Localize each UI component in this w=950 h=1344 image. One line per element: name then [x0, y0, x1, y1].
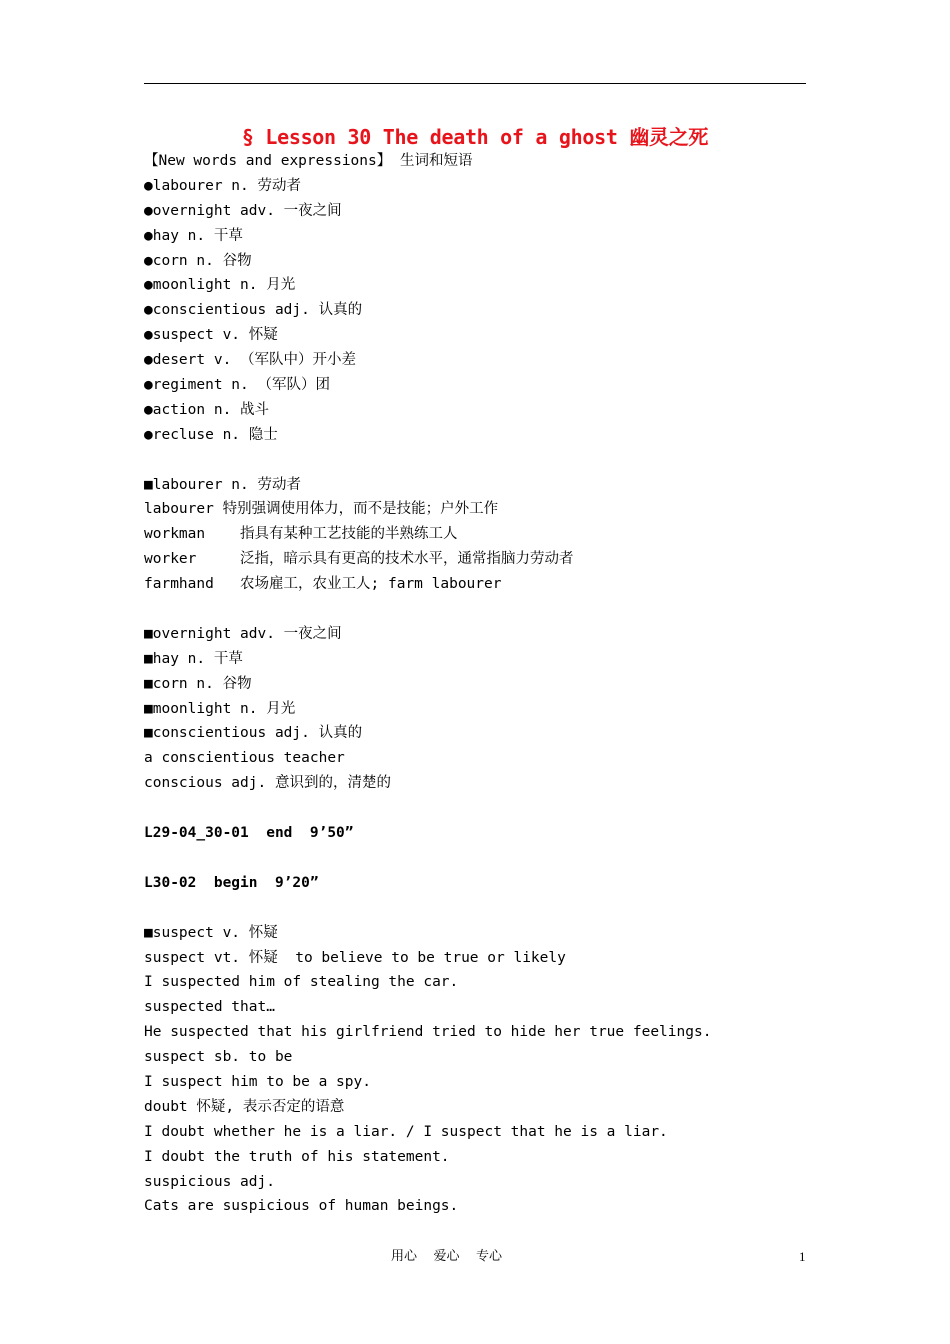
page-title: § Lesson 30 The death of a ghost 幽灵之死	[241, 125, 709, 149]
note-line: ■suspect v. 怀疑	[144, 924, 278, 941]
spacer	[144, 448, 806, 473]
note-line: He suspected that his girlfriend tried to hide her true feelings.	[144, 1024, 712, 1041]
page-footer	[0, 1247, 950, 1267]
vocab-item: ●recluse n. 隐士	[144, 426, 278, 443]
timestamp-marker-begin: L30-02 begin 9’20”	[144, 874, 319, 891]
note-line: farmhand 农场雇工，农业工人; farm labourer	[144, 576, 502, 593]
spacer	[144, 796, 806, 821]
note-line: suspect sb. to be	[144, 1049, 293, 1066]
section-header: 【New words and expressions】 生词和短语	[144, 153, 473, 169]
vocab-item: ●desert v. （军队中）开小差	[144, 352, 357, 369]
note-line: I suspected him of stealing the car.	[144, 974, 459, 991]
vocab-item: ●action n. 战斗	[144, 401, 270, 418]
note-line: ■hay n. 干草	[144, 650, 243, 667]
note-line: workman 指具有某种工艺技能的半熟练工人	[144, 526, 458, 543]
vocab-item: ●suspect v. 怀疑	[144, 327, 278, 344]
vocab-list	[144, 174, 806, 448]
spacer	[144, 846, 806, 871]
labourer-notes	[144, 473, 806, 597]
timestamp-marker-end: L29-04_30-01 end 9’50”	[144, 825, 354, 842]
suspect-notes	[144, 921, 806, 1220]
vocab-item: ●overnight adv. 一夜之间	[144, 202, 342, 219]
note-line: ■labourer n. 劳动者	[144, 476, 301, 493]
header-rule	[144, 83, 806, 84]
spacer	[144, 896, 806, 921]
note-line: conscious adj. 意识到的，清楚的	[144, 775, 391, 792]
footer-motto: 用心 爱心 专心	[391, 1249, 503, 1264]
vocab-item: ●conscientious adj. 认真的	[144, 302, 363, 319]
note-line: Cats are suspicious of human beings.	[144, 1198, 459, 1215]
note-line: ■conscientious adj. 认真的	[144, 725, 363, 742]
note-line: ■moonlight n. 月光	[144, 700, 296, 717]
note-line: a conscientious teacher	[144, 750, 345, 767]
note-line: I suspect him to be a spy.	[144, 1073, 371, 1090]
note-line: I doubt whether he is a liar. / I suspect that he is a liar.	[144, 1123, 668, 1140]
vocab-item: ●regiment n. （军队）团	[144, 377, 330, 394]
vocab-item: ●moonlight n. 月光	[144, 277, 296, 294]
vocab-item: ●hay n. 干草	[144, 227, 243, 244]
document-body	[144, 149, 806, 1219]
vocab-item: ●corn n. 谷物	[144, 252, 252, 269]
note-line: labourer 特别强调使用体力，而不是技能；户外工作	[144, 501, 499, 518]
spacer	[144, 597, 806, 622]
note-line: ■corn n. 谷物	[144, 675, 252, 692]
word-notes	[144, 622, 806, 796]
note-line: I doubt the truth of his statement.	[144, 1148, 450, 1165]
note-line: ■overnight adv. 一夜之间	[144, 625, 342, 642]
note-line: suspicious adj.	[144, 1173, 275, 1190]
vocab-item: ●labourer n. 劳动者	[144, 177, 301, 194]
note-line: suspected that…	[144, 999, 275, 1016]
note-line: doubt 怀疑, 表示否定的语意	[144, 1098, 345, 1115]
note-line: worker 泛指，暗示具有更高的技术水平，通常指脑力劳动者	[144, 551, 574, 568]
page-number: 1	[799, 1249, 806, 1264]
note-line: suspect vt. 怀疑 to believe to be true or likely	[144, 949, 566, 966]
